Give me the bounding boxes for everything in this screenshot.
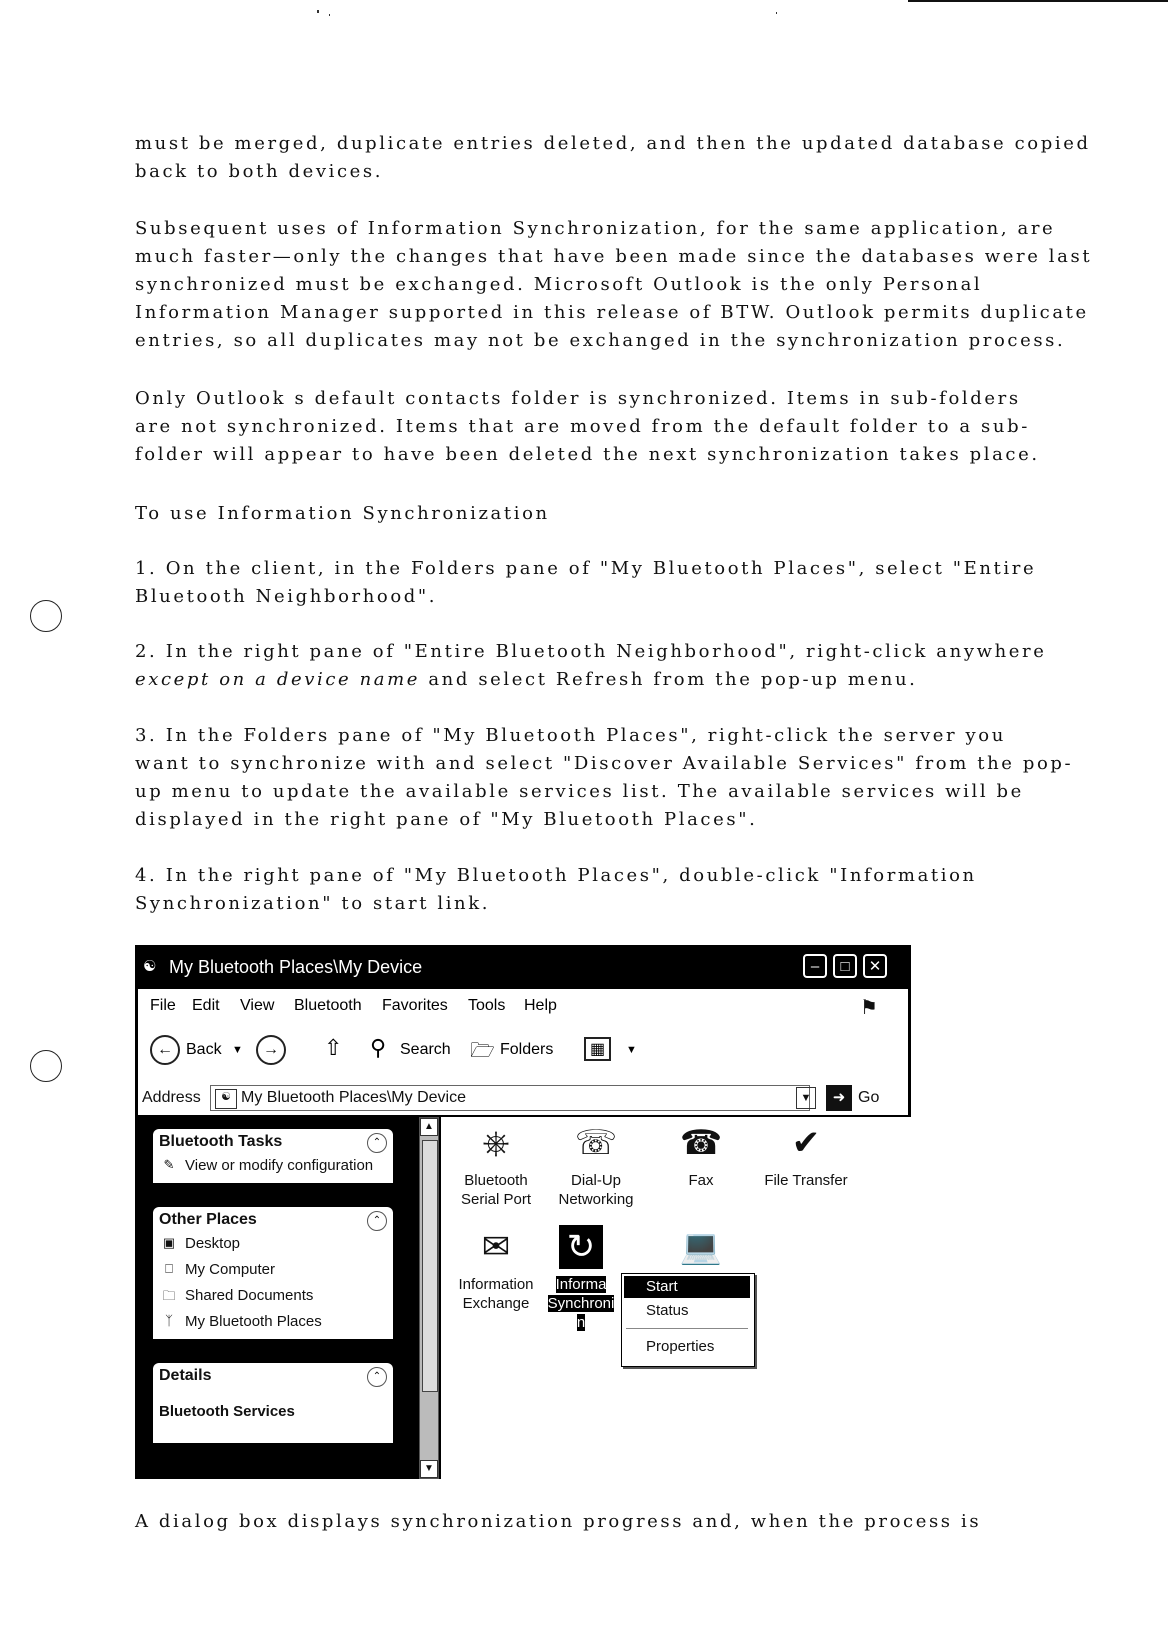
- paragraph-subsequent: [135, 215, 1093, 355]
- item-label: Informa: [555, 1276, 607, 1293]
- link-label: Desktop: [185, 1235, 241, 1252]
- item-label: n: [576, 1314, 586, 1331]
- text-line: A dialog box displays synchronization progress and, when the process is: [135, 1511, 982, 1532]
- item-label: Exchange: [462, 1295, 530, 1312]
- menu-tools[interactable]: Tools: [468, 997, 506, 1014]
- address-label: Address: [142, 1089, 201, 1106]
- collapse-icon[interactable]: ⌃: [367, 1211, 387, 1231]
- view-configuration-link[interactable]: [159, 1157, 373, 1175]
- item-label: Fax: [688, 1172, 714, 1189]
- my-bluetooth-places-link[interactable]: [159, 1313, 322, 1331]
- minimize-button[interactable]: –: [803, 954, 827, 978]
- scroll-down-icon[interactable]: ▼: [420, 1460, 438, 1478]
- menu-bluetooth[interactable]: Bluetooth: [294, 997, 362, 1014]
- text-line: folder will appear to have been deleted the next synchronization takes place.: [135, 444, 1040, 465]
- services-pane: [441, 1117, 911, 1479]
- text-line: Synchronization" to start link.: [135, 893, 491, 914]
- item-label: Synchroni: [547, 1295, 615, 1312]
- vertical-scrollbar[interactable]: [419, 1117, 439, 1479]
- collapse-icon[interactable]: ⌃: [367, 1367, 387, 1387]
- service-device[interactable]: [646, 1225, 756, 1275]
- menu-file[interactable]: File: [150, 997, 176, 1014]
- config-icon: ✎: [163, 1157, 175, 1173]
- text-line: Bluetooth Neighborhood".: [135, 586, 438, 607]
- search-button[interactable]: Search: [400, 1041, 451, 1058]
- text-line: Only Outlook s default contacts folder is synchronized. Items in sub-folders: [135, 388, 1021, 409]
- item-label: Dial-Up: [570, 1172, 621, 1189]
- menu-edit[interactable]: Edit: [192, 997, 220, 1014]
- information-exchange-icon: ✉: [481, 1228, 511, 1266]
- top-rule: [908, 0, 1168, 2]
- paragraph-outlook: [135, 385, 1055, 469]
- service-fax[interactable]: [646, 1121, 756, 1190]
- text-line: up menu to update the available services list. The available services will be: [135, 781, 1024, 802]
- window-title: My Bluetooth Places\My Device: [169, 957, 423, 977]
- back-dropdown-icon[interactable]: ▼: [232, 1044, 243, 1056]
- text-line: must be merged, duplicate entries deleted, and then the updated database copied: [135, 133, 1091, 154]
- context-menu: [621, 1273, 755, 1367]
- text-line: 1. On the client, in the Folders pane of "My Bluetooth Places", select "Entire: [135, 558, 1037, 579]
- punch-hole: [30, 600, 62, 632]
- link-label: My Bluetooth Places: [185, 1313, 322, 1330]
- modem-icon: ☏: [574, 1124, 618, 1162]
- explorer-window-screenshot: [135, 945, 911, 1479]
- service-serial-port[interactable]: [441, 1121, 551, 1209]
- computer-icon: ⎕: [165, 1261, 173, 1277]
- bluetooth-tasks-panel: [153, 1129, 393, 1183]
- item-label: Serial Port: [460, 1191, 532, 1208]
- item-label: Networking: [558, 1191, 634, 1208]
- italic-emphasis: except on a device name: [135, 669, 421, 690]
- text-line: back to both devices.: [135, 161, 384, 182]
- bluetooth-places-icon: ☯: [143, 958, 157, 975]
- text-line: Information Manager supported in this release of BTW. Outlook permits duplicate: [135, 302, 1089, 323]
- go-arrow-icon[interactable]: ➜: [826, 1085, 852, 1111]
- other-places-panel: [153, 1207, 393, 1339]
- title-bar: [135, 945, 911, 989]
- folders-button[interactable]: Folders: [500, 1041, 554, 1058]
- text-line: [135, 666, 1055, 694]
- address-bar: [138, 1081, 908, 1115]
- punch-hole: [30, 1050, 62, 1082]
- up-folder-icon[interactable]: ⇧: [324, 1035, 343, 1060]
- paragraph-merge: [135, 130, 1091, 186]
- panel-title: Details: [159, 1367, 212, 1384]
- folder-icon: 🗀: [162, 1288, 176, 1304]
- text-line: displayed in the right pane of "My Bluetooth Places".: [135, 809, 758, 830]
- scan-speck: [329, 14, 330, 16]
- file-transfer-icon: ✔: [791, 1124, 821, 1162]
- section-heading: [135, 500, 1055, 528]
- item-label: File Transfer: [764, 1172, 848, 1189]
- step-3: [135, 722, 1074, 834]
- toolbar: [138, 1025, 908, 1081]
- shared-documents-link[interactable]: [159, 1287, 313, 1305]
- text-line: 4. In the right pane of "My Bluetooth Places", double-click "Information: [135, 865, 977, 886]
- desktop-icon: ▣: [162, 1235, 176, 1251]
- closing-line: [135, 1508, 1055, 1536]
- text-line: Subsequent uses of Information Synchronization, for the same application, are: [135, 218, 1056, 239]
- text-line: much faster—only the changes that have been made since the databases were last: [135, 246, 1093, 267]
- views-icon[interactable]: ▦: [584, 1037, 611, 1061]
- details-subtitle: Bluetooth Services: [159, 1403, 295, 1420]
- details-panel: [153, 1363, 393, 1443]
- views-dropdown-icon[interactable]: ▼: [626, 1044, 637, 1056]
- address-field[interactable]: [210, 1085, 810, 1111]
- my-computer-link[interactable]: [159, 1261, 275, 1279]
- panel-title: Other Places: [159, 1211, 257, 1228]
- laptop-icon: 💻: [679, 1228, 723, 1266]
- menu-favorites[interactable]: Favorites: [382, 997, 448, 1014]
- close-button[interactable]: ✕: [863, 954, 887, 978]
- menu-divider: [626, 1328, 748, 1329]
- search-icon[interactable]: ⚲: [370, 1035, 387, 1060]
- text-line: To use Information Synchronization: [135, 503, 550, 524]
- context-start[interactable]: Start: [624, 1276, 750, 1298]
- menu-view[interactable]: View: [240, 997, 275, 1014]
- link-label: My Computer: [185, 1261, 276, 1278]
- menu-help[interactable]: Help: [524, 997, 557, 1014]
- context-status[interactable]: Status: [646, 1302, 689, 1319]
- maximize-button[interactable]: □: [833, 954, 857, 978]
- windows-flag-icon: ⚑: [860, 997, 878, 1019]
- desktop-link[interactable]: [159, 1235, 240, 1253]
- synchronization-icon: ↻: [559, 1225, 603, 1269]
- service-information-exchange[interactable]: [441, 1225, 551, 1313]
- text-line: entries, so all duplicates may not be exchanged in the synchronization process.: [135, 330, 1066, 351]
- bluetooth-places-icon: ☯: [215, 1089, 237, 1109]
- text-line: synchronized must be exchanged. Microsoft Outlook is the only Personal: [135, 274, 983, 295]
- scan-speck: [776, 12, 777, 14]
- address-value: My Bluetooth Places\My Device: [241, 1089, 466, 1106]
- scroll-up-icon[interactable]: ▲: [420, 1118, 438, 1136]
- service-file-transfer[interactable]: [751, 1121, 861, 1190]
- text-run: and select Refresh from the pop-up menu.: [420, 669, 918, 690]
- forward-arrow-icon[interactable]: →: [256, 1035, 286, 1065]
- task-pane: [135, 1117, 413, 1479]
- back-arrow-icon[interactable]: ←: [150, 1035, 180, 1065]
- context-properties[interactable]: Properties: [646, 1338, 715, 1355]
- address-dropdown-icon[interactable]: ▼: [796, 1087, 816, 1109]
- text-line: 2. In the right pane of "Entire Bluetooth Neighborhood", right-click anywhere: [135, 641, 1047, 662]
- fax-icon: ☎: [679, 1124, 723, 1162]
- scroll-thumb[interactable]: [422, 1140, 438, 1392]
- item-label: Information: [458, 1276, 534, 1293]
- panel-title: Bluetooth Tasks: [159, 1133, 283, 1150]
- menu-bar: [138, 989, 908, 1025]
- text-line: are not synchronized. Items that are moved from the default folder to a sub-: [135, 416, 1030, 437]
- serial-port-icon: ⎈: [482, 1124, 510, 1162]
- item-label: Bluetooth: [464, 1172, 528, 1189]
- step-2: [135, 638, 1055, 694]
- step-1: [135, 555, 1055, 611]
- link-label: Shared Documents: [185, 1287, 314, 1304]
- step-4: [135, 862, 1055, 918]
- bluetooth-icon: ᛉ: [165, 1313, 173, 1329]
- go-button[interactable]: Go: [858, 1089, 880, 1106]
- folders-icon[interactable]: 🗁: [470, 1040, 495, 1062]
- text-line: want to synchronize with and select "Discover Available Services" from the pop-: [135, 753, 1074, 774]
- link-label: View or modify configuration: [185, 1157, 374, 1174]
- collapse-icon[interactable]: ⌃: [367, 1133, 387, 1153]
- service-dial-up-networking[interactable]: [541, 1121, 651, 1209]
- back-button[interactable]: Back: [186, 1041, 222, 1058]
- service-information-synchronization[interactable]: [541, 1225, 621, 1332]
- text-line: 3. In the Folders pane of "My Bluetooth Places", right-click the server you: [135, 725, 1006, 746]
- scan-speck: [317, 10, 319, 13]
